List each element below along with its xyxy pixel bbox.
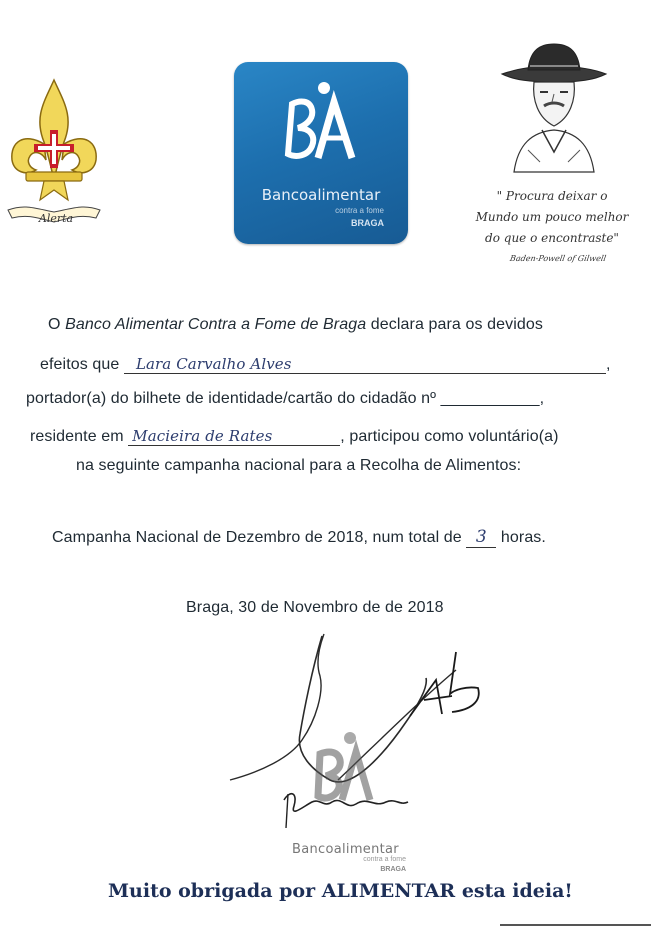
body-line-4: residente em Macieira de Rates , participou como voluntário(a) bbox=[30, 427, 559, 445]
red-cross-icon bbox=[34, 130, 74, 168]
stamp-banco-name: Bancoalimentar bbox=[292, 842, 399, 857]
scout-fleur-de-lis-logo bbox=[4, 72, 104, 232]
hours-field: 3 bbox=[466, 527, 496, 548]
banco-name: Bancoalimentar bbox=[261, 186, 381, 204]
body-line-5: na seguinte campanha nacional para a Recolha de Alimentos: bbox=[76, 457, 522, 474]
bp-signature: Baden-Powell of Gilwell bbox=[509, 254, 607, 263]
volunteer-name-field: Lara Carvalho Alves bbox=[124, 355, 606, 374]
stamp-banco-subtitle: contra a fome bbox=[363, 856, 406, 863]
date-line: Braga, 30 de Novembro de de 2018 bbox=[186, 599, 444, 616]
ba-mark-icon bbox=[278, 80, 368, 170]
campaign-line: Campanha Nacional de Dezembro de 2018, num total de 3 horas. bbox=[52, 527, 546, 547]
bp-quote-line-2: Mundo um pouco melhor bbox=[475, 210, 629, 224]
banco-subtitle: contra a fome bbox=[335, 206, 384, 215]
body-line-1: O Banco Alimentar Contra a Fome de Braga declara para os devidos bbox=[48, 316, 543, 333]
organization-name: Banco Alimentar Contra a Fome de Braga bbox=[65, 316, 367, 333]
baden-powell-portrait bbox=[500, 40, 608, 176]
body-line-2: efeitos que Lara Carvalho Alves , bbox=[40, 355, 611, 373]
footer-rule bbox=[500, 924, 651, 926]
body-line-3: portador(a) do bilhete de identidade/cartão do cidadão nº ___________, bbox=[26, 390, 545, 407]
residence-field: Macieira de Rates bbox=[128, 427, 340, 446]
scout-banner-text: Alerta bbox=[38, 212, 74, 225]
banco-alimentar-logo bbox=[234, 62, 408, 244]
banco-city: BRAGA bbox=[351, 218, 384, 228]
thanks-message: Muito obrigada por ALIMENTAR esta ideia! bbox=[108, 880, 573, 902]
bp-quote bbox=[462, 186, 642, 249]
bp-quote-line-1: " Procura deixar o bbox=[496, 189, 608, 203]
bp-quote-line-3: do que o encontraste" bbox=[485, 231, 619, 245]
stamp-banco-city: BRAGA bbox=[380, 866, 406, 873]
